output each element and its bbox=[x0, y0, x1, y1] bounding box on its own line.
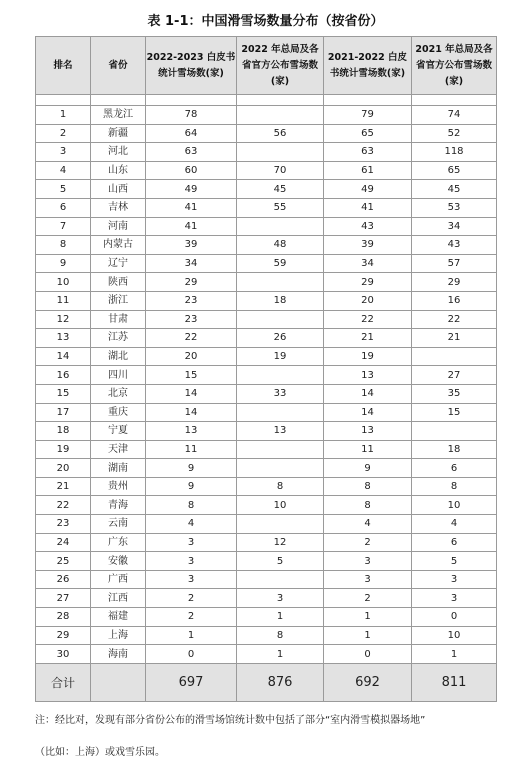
table-cell: 14 bbox=[146, 403, 237, 422]
table-cell: 14 bbox=[36, 347, 91, 366]
table-cell: 21 bbox=[36, 477, 91, 496]
table-cell: 19 bbox=[324, 347, 412, 366]
table-cell: 10 bbox=[36, 273, 91, 292]
table-cell: 8 bbox=[324, 477, 412, 496]
header-rank: 排名 bbox=[36, 37, 91, 95]
table-row bbox=[36, 384, 497, 403]
table-cell: 2 bbox=[146, 608, 237, 627]
table-cell: 35 bbox=[412, 384, 497, 403]
table-cell bbox=[237, 310, 324, 329]
table-cell: 16 bbox=[36, 366, 91, 385]
table-row bbox=[36, 236, 497, 255]
table-cell: 2 bbox=[324, 533, 412, 552]
table-cell: 57 bbox=[412, 254, 497, 273]
table-cell: 43 bbox=[412, 236, 497, 255]
table-row bbox=[36, 310, 497, 329]
table-cell: 9 bbox=[146, 459, 237, 478]
table-row bbox=[36, 366, 497, 385]
table-cell bbox=[237, 403, 324, 422]
table-cell bbox=[237, 273, 324, 292]
table-cell: 22 bbox=[36, 496, 91, 515]
table-cell: 48 bbox=[237, 236, 324, 255]
table-cell: 45 bbox=[412, 180, 497, 199]
table-cell: 内蒙古 bbox=[91, 236, 146, 255]
table-cell: 3 bbox=[324, 570, 412, 589]
table-cell: 福建 bbox=[91, 608, 146, 627]
table-row bbox=[36, 347, 497, 366]
table-cell bbox=[237, 106, 324, 125]
table-cell: 10 bbox=[412, 626, 497, 645]
table-cell: 45 bbox=[237, 180, 324, 199]
table-cell: 14 bbox=[146, 384, 237, 403]
table-cell: 安徽 bbox=[91, 552, 146, 571]
table-cell: 22 bbox=[412, 310, 497, 329]
header-2021-2022-whitepaper: 2021-2022 白皮书统计雪场数(家) bbox=[324, 37, 412, 95]
table-cell: 8 bbox=[237, 477, 324, 496]
table-cell: 10 bbox=[412, 496, 497, 515]
table-row bbox=[36, 403, 497, 422]
table-cell: 海南 bbox=[91, 645, 146, 664]
table-cell bbox=[237, 366, 324, 385]
table-cell: 29 bbox=[324, 273, 412, 292]
table-row bbox=[36, 106, 497, 125]
table-row bbox=[36, 161, 497, 180]
total-cell: 876 bbox=[237, 663, 324, 701]
table-cell: 21 bbox=[412, 329, 497, 348]
table-row bbox=[36, 552, 497, 571]
table-cell bbox=[237, 440, 324, 459]
table-cell: 13 bbox=[324, 366, 412, 385]
table-cell: 4 bbox=[146, 515, 237, 534]
table-cell: 8 bbox=[324, 496, 412, 515]
table-row bbox=[36, 217, 497, 236]
table-cell: 11 bbox=[146, 440, 237, 459]
table-cell: 1 bbox=[412, 645, 497, 664]
table-cell: 61 bbox=[324, 161, 412, 180]
table-cell: 27 bbox=[36, 589, 91, 608]
table-cell: 65 bbox=[412, 161, 497, 180]
table-cell: 上海 bbox=[91, 626, 146, 645]
table-cell: 新疆 bbox=[91, 124, 146, 143]
table-cell: 江苏 bbox=[91, 329, 146, 348]
table-cell: 34 bbox=[412, 217, 497, 236]
table-cell: 河北 bbox=[91, 143, 146, 162]
table-row bbox=[36, 645, 497, 664]
table-cell: 8 bbox=[237, 626, 324, 645]
table-row bbox=[36, 124, 497, 143]
table-cell: 甘肃 bbox=[91, 310, 146, 329]
table-row bbox=[36, 496, 497, 515]
table-cell: 26 bbox=[36, 570, 91, 589]
table-cell: 18 bbox=[36, 422, 91, 441]
table-cell: 1 bbox=[237, 645, 324, 664]
table-row bbox=[36, 198, 497, 217]
table-cell: 12 bbox=[237, 533, 324, 552]
header-2021-official: 2021 年总局及各省官方公布雪场数(家) bbox=[412, 37, 497, 95]
table-cell: 北京 bbox=[91, 384, 146, 403]
table-cell: 0 bbox=[146, 645, 237, 664]
table-cell bbox=[237, 459, 324, 478]
table-cell: 广东 bbox=[91, 533, 146, 552]
table-body bbox=[36, 95, 497, 664]
table-cell: 4 bbox=[412, 515, 497, 534]
table-cell: 湖北 bbox=[91, 347, 146, 366]
table-cell: 20 bbox=[146, 347, 237, 366]
table-cell: 21 bbox=[324, 329, 412, 348]
table-row bbox=[36, 626, 497, 645]
table-cell: 贵州 bbox=[91, 477, 146, 496]
table-cell: 2 bbox=[36, 124, 91, 143]
table-cell: 陕西 bbox=[91, 273, 146, 292]
table-cell: 18 bbox=[412, 440, 497, 459]
table-cell: 23 bbox=[146, 291, 237, 310]
table-cell: 20 bbox=[324, 291, 412, 310]
table-cell: 6 bbox=[36, 198, 91, 217]
table-cell: 3 bbox=[146, 552, 237, 571]
header-2022-2023-whitepaper: 2022-2023 白皮书统计雪场数(家) bbox=[146, 37, 237, 95]
table-row bbox=[36, 291, 497, 310]
table-cell: 15 bbox=[412, 403, 497, 422]
total-cell: 811 bbox=[412, 663, 497, 701]
table-cell bbox=[412, 422, 497, 441]
table-cell: 浙江 bbox=[91, 291, 146, 310]
table-cell: 青海 bbox=[91, 496, 146, 515]
table-cell: 52 bbox=[412, 124, 497, 143]
table-cell: 四川 bbox=[91, 366, 146, 385]
table-cell: 7 bbox=[36, 217, 91, 236]
total-row bbox=[36, 663, 497, 701]
table-cell: 33 bbox=[237, 384, 324, 403]
table-cell: 39 bbox=[324, 236, 412, 255]
table-cell: 13 bbox=[324, 422, 412, 441]
table-cell: 13 bbox=[146, 422, 237, 441]
table-cell: 重庆 bbox=[91, 403, 146, 422]
table-cell: 63 bbox=[324, 143, 412, 162]
table-cell: 59 bbox=[237, 254, 324, 273]
table-cell: 41 bbox=[146, 198, 237, 217]
footnote-continued: （比如：上海）或戏雪乐园。 bbox=[35, 747, 165, 758]
table-cell: 湖南 bbox=[91, 459, 146, 478]
table-cell: 19 bbox=[237, 347, 324, 366]
table-row bbox=[36, 273, 497, 292]
table-cell: 14 bbox=[324, 403, 412, 422]
table-cell: 34 bbox=[324, 254, 412, 273]
table-cell: 宁夏 bbox=[91, 422, 146, 441]
table-cell: 5 bbox=[412, 552, 497, 571]
table-cell: 5 bbox=[237, 552, 324, 571]
table-cell: 天津 bbox=[91, 440, 146, 459]
table-cell: 49 bbox=[324, 180, 412, 199]
table-cell: 4 bbox=[324, 515, 412, 534]
table-row bbox=[36, 422, 497, 441]
table-cell: 70 bbox=[237, 161, 324, 180]
table-cell: 74 bbox=[412, 106, 497, 125]
table-cell: 山西 bbox=[91, 180, 146, 199]
table-cell: 41 bbox=[146, 217, 237, 236]
table-cell bbox=[237, 217, 324, 236]
table-row bbox=[36, 570, 497, 589]
table-cell: 8 bbox=[36, 236, 91, 255]
table-cell: 23 bbox=[36, 515, 91, 534]
table-cell: 广西 bbox=[91, 570, 146, 589]
table-cell: 65 bbox=[324, 124, 412, 143]
table-row bbox=[36, 329, 497, 348]
table-cell: 78 bbox=[146, 106, 237, 125]
table-cell: 15 bbox=[146, 366, 237, 385]
table-cell: 56 bbox=[237, 124, 324, 143]
table-cell: 29 bbox=[412, 273, 497, 292]
table-cell bbox=[412, 347, 497, 366]
table-row bbox=[36, 608, 497, 627]
table-cell: 25 bbox=[36, 552, 91, 571]
table-cell: 13 bbox=[237, 422, 324, 441]
table-cell: 5 bbox=[36, 180, 91, 199]
table-cell: 43 bbox=[324, 217, 412, 236]
table-cell: 27 bbox=[412, 366, 497, 385]
table-cell: 10 bbox=[237, 496, 324, 515]
table-cell: 8 bbox=[146, 496, 237, 515]
table-cell: 29 bbox=[36, 626, 91, 645]
table-row bbox=[36, 515, 497, 534]
table-cell: 41 bbox=[324, 198, 412, 217]
table-cell: 24 bbox=[36, 533, 91, 552]
table-cell: 53 bbox=[412, 198, 497, 217]
table-cell: 3 bbox=[324, 552, 412, 571]
table-cell: 3 bbox=[237, 589, 324, 608]
table-cell: 17 bbox=[36, 403, 91, 422]
table-cell: 8 bbox=[412, 477, 497, 496]
table-cell: 79 bbox=[324, 106, 412, 125]
total-cell: 692 bbox=[324, 663, 412, 701]
table-cell: 吉林 bbox=[91, 198, 146, 217]
table-cell: 12 bbox=[36, 310, 91, 329]
table-cell: 16 bbox=[412, 291, 497, 310]
table-cell: 黑龙江 bbox=[91, 106, 146, 125]
table-row bbox=[36, 143, 497, 162]
table-cell: 6 bbox=[412, 459, 497, 478]
total-cell bbox=[91, 663, 146, 701]
table-cell: 13 bbox=[36, 329, 91, 348]
table-cell: 1 bbox=[324, 608, 412, 627]
table-cell: 9 bbox=[36, 254, 91, 273]
table-cell: 49 bbox=[146, 180, 237, 199]
table-cell: 4 bbox=[36, 161, 91, 180]
table-cell: 60 bbox=[146, 161, 237, 180]
table-cell: 29 bbox=[146, 273, 237, 292]
table-cell: 26 bbox=[237, 329, 324, 348]
table-cell bbox=[237, 570, 324, 589]
table-cell: 23 bbox=[146, 310, 237, 329]
table-row bbox=[36, 533, 497, 552]
table-cell: 28 bbox=[36, 608, 91, 627]
table-cell: 39 bbox=[146, 236, 237, 255]
table-cell: 30 bbox=[36, 645, 91, 664]
table-cell: 118 bbox=[412, 143, 497, 162]
table-cell: 1 bbox=[36, 106, 91, 125]
table-cell: 9 bbox=[324, 459, 412, 478]
header-province: 省份 bbox=[91, 37, 146, 95]
total-cell: 697 bbox=[146, 663, 237, 701]
table-cell: 2 bbox=[324, 589, 412, 608]
table-cell: 22 bbox=[146, 329, 237, 348]
header-2022-official: 2022 年总局及各省官方公布雪场数(家) bbox=[237, 37, 324, 95]
table-cell: 64 bbox=[146, 124, 237, 143]
table-cell: 1 bbox=[324, 626, 412, 645]
table-cell: 34 bbox=[146, 254, 237, 273]
table-cell: 18 bbox=[237, 291, 324, 310]
table-cell: 9 bbox=[146, 477, 237, 496]
table-cell: 20 bbox=[36, 459, 91, 478]
table-cell: 0 bbox=[412, 608, 497, 627]
table-cell: 3 bbox=[146, 570, 237, 589]
table-cell: 3 bbox=[146, 533, 237, 552]
table-cell: 山东 bbox=[91, 161, 146, 180]
table-cell: 14 bbox=[324, 384, 412, 403]
table-row bbox=[36, 254, 497, 273]
table-cell: 江西 bbox=[91, 589, 146, 608]
table-cell: 11 bbox=[36, 291, 91, 310]
table-cell: 3 bbox=[36, 143, 91, 162]
table-title: 表 1-1：中国滑雪场数量分布（按省份） bbox=[147, 14, 384, 29]
table-cell: 6 bbox=[412, 533, 497, 552]
table-cell: 3 bbox=[412, 570, 497, 589]
table-row bbox=[36, 477, 497, 496]
table-cell bbox=[237, 515, 324, 534]
footnote: 注：经比对，发现有部分省份公布的滑雪场馆统计数中包括了部分“室内滑雪模拟器场地” bbox=[35, 715, 426, 726]
table-row bbox=[36, 459, 497, 478]
ski-resort-table bbox=[35, 36, 497, 702]
table-cell: 22 bbox=[324, 310, 412, 329]
total-label: 合计 bbox=[36, 663, 91, 701]
table-cell: 11 bbox=[324, 440, 412, 459]
header-row bbox=[36, 37, 497, 95]
table-cell: 55 bbox=[237, 198, 324, 217]
table-cell: 2 bbox=[146, 589, 237, 608]
table-cell: 云南 bbox=[91, 515, 146, 534]
table-row bbox=[36, 440, 497, 459]
table-cell: 19 bbox=[36, 440, 91, 459]
table-cell: 1 bbox=[237, 608, 324, 627]
spacer-row bbox=[36, 95, 497, 106]
table-cell: 15 bbox=[36, 384, 91, 403]
table-cell bbox=[237, 143, 324, 162]
table-cell: 3 bbox=[412, 589, 497, 608]
table-cell: 辽宁 bbox=[91, 254, 146, 273]
table-row bbox=[36, 589, 497, 608]
table-cell: 1 bbox=[146, 626, 237, 645]
table-cell: 63 bbox=[146, 143, 237, 162]
table-row bbox=[36, 180, 497, 199]
table-cell: 0 bbox=[324, 645, 412, 664]
table-cell: 河南 bbox=[91, 217, 146, 236]
